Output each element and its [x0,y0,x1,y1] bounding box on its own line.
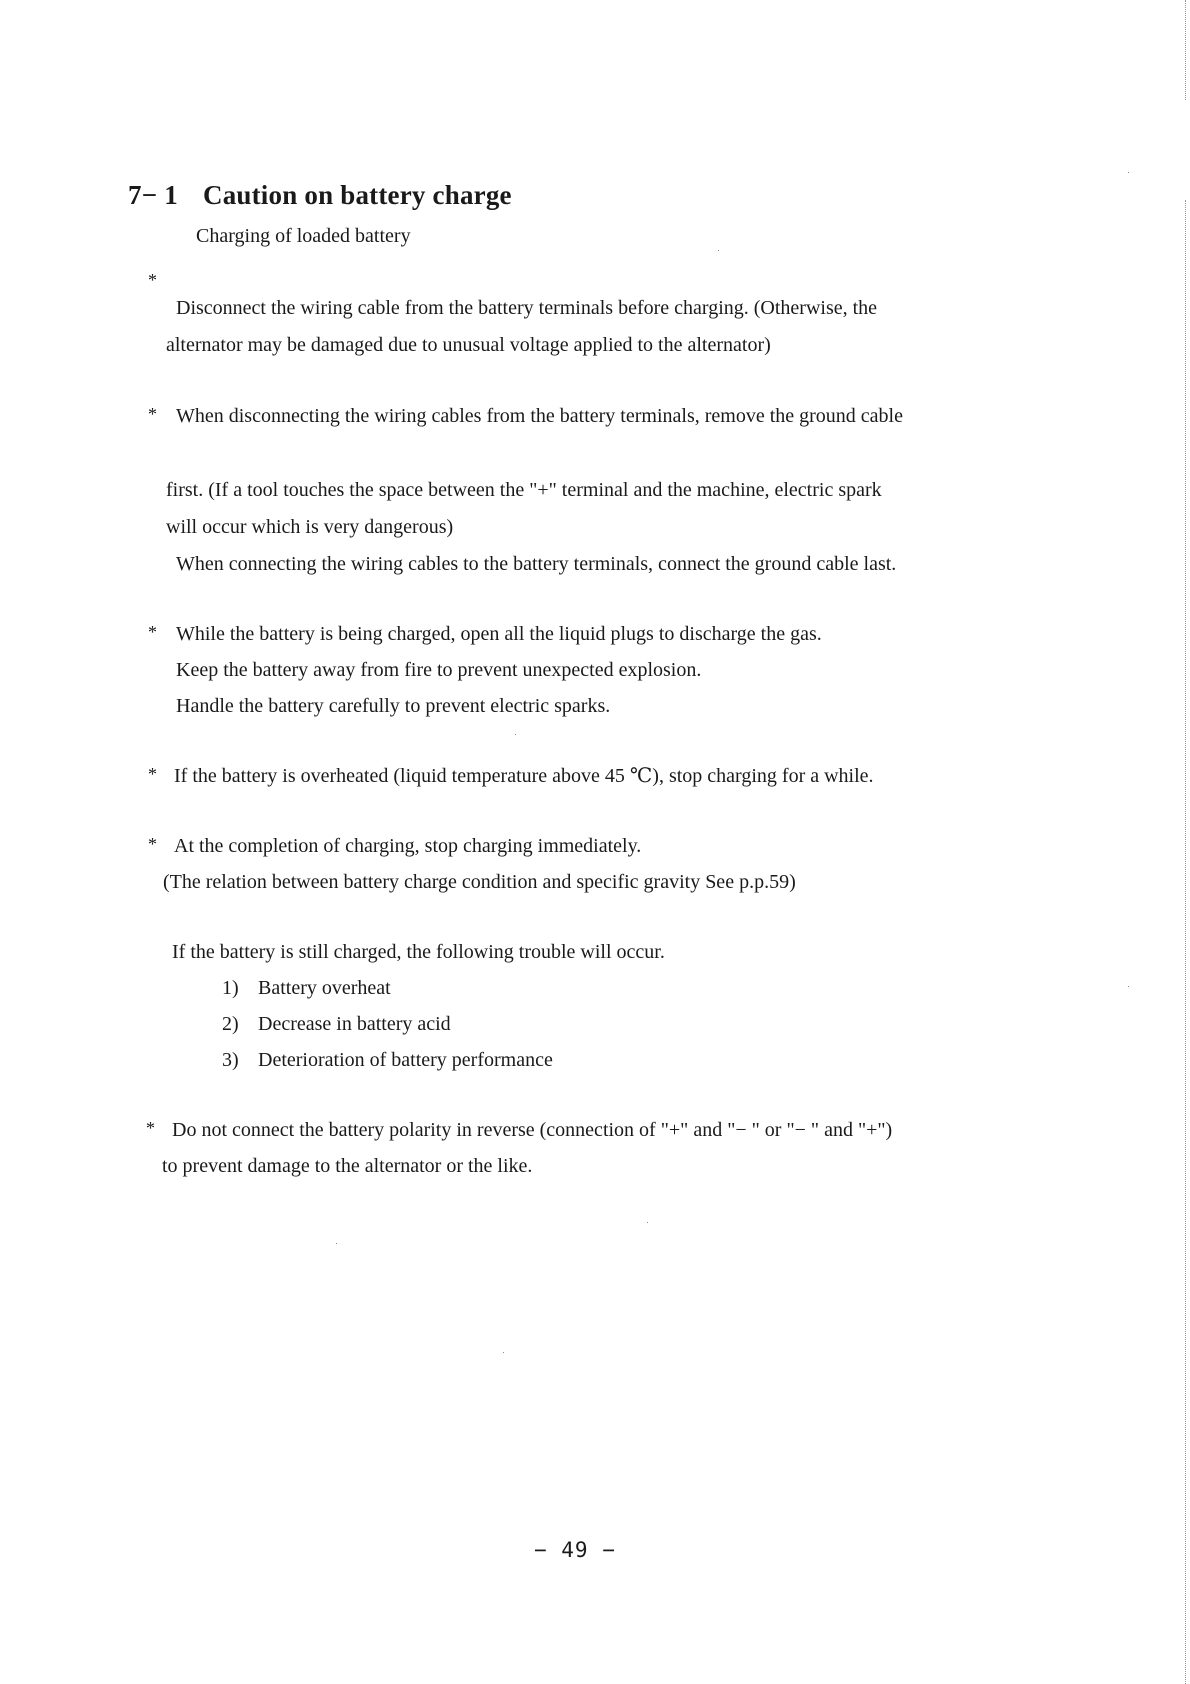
section-heading [128,180,512,211]
scan-speck [336,1243,337,1244]
section-title: Caution on battery charge [203,180,512,210]
bullet-1-line-2: alternator may be damaged due to unusual voltage applied to the alternator) [166,334,771,356]
bullet-2-line-3: will occur which is very dangerous) [166,516,454,538]
section-subtitle: Charging of loaded battery [196,225,411,247]
scan-speck [647,1222,648,1223]
bullet-5-line-3: If the battery is still charged, the following trouble will occur. [172,941,665,963]
scan-speck [1128,172,1129,173]
section-number: 7− 1 [128,180,178,210]
scan-edge-line [1185,200,1186,1684]
bullet-marker: * [148,270,157,290]
trouble-item-number: 1) [222,977,239,999]
bullet-4-line-1: If the battery is overheated (liquid temperature above 45 ℃), stop charging for a while. [174,765,874,787]
bullet-2-line-1: When disconnecting the wiring cables from the battery terminals, remove the ground cable [176,405,903,427]
bullet-5-line-2: (The relation between battery charge condition and specific gravity See p.p.59) [163,871,796,893]
bullet-6-line-1: Do not connect the battery polarity in reverse (connection of "+" and "− " or "− " and "+") [172,1119,893,1141]
bullet-marker: * [148,834,157,854]
scan-speck [718,250,719,251]
bullet-marker: * [146,1118,155,1138]
bullet-marker: * [148,404,157,424]
trouble-item-text: Decrease in battery acid [258,1013,451,1035]
bullet-2-line-4: When connecting the wiring cables to the battery terminals, connect the ground cable last. [176,553,897,575]
trouble-item-text: Deterioration of battery performance [258,1049,553,1071]
scan-speck [1128,986,1129,987]
trouble-item-number: 2) [222,1013,239,1035]
bullet-3-line-2: Keep the battery away from fire to prevent unexpected explosion. [176,659,702,681]
bullet-5-line-1: At the completion of charging, stop charging immediately. [174,835,642,857]
bullet-3-line-1: While the battery is being charged, open all the liquid plugs to discharge the gas. [176,623,822,645]
bullet-1-line-1: Disconnect the wiring cable from the battery terminals before charging. (Otherwise, the [176,297,878,319]
scan-speck [515,734,516,735]
scan-speck [503,1352,504,1353]
trouble-item-number: 3) [222,1049,239,1071]
trouble-item-text: Battery overheat [258,977,391,999]
bullet-marker: * [148,764,157,784]
bullet-6-line-2: to prevent damage to the alternator or the like. [162,1155,533,1177]
bullet-3-line-3: Handle the battery carefully to prevent electric sparks. [176,695,611,717]
bullet-2-line-2: first. (If a tool touches the space between the "+" terminal and the machine, electric spark [166,479,882,501]
scan-edge-line [1185,0,1186,100]
page-number: − 49 − [534,1538,616,1562]
bullet-marker: * [148,622,157,642]
